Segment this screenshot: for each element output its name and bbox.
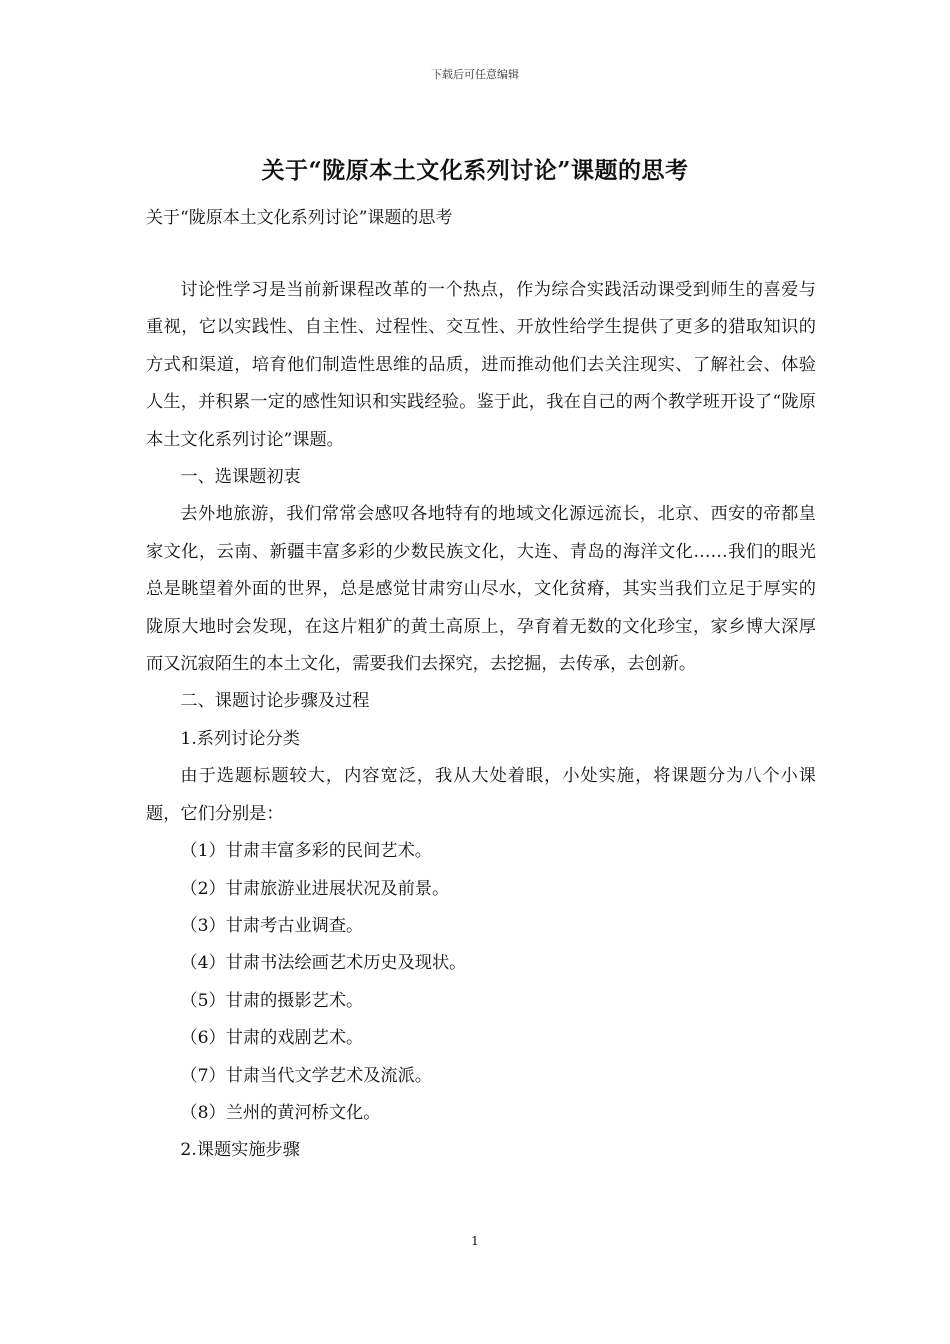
list-item: （3）甘肃考古业调查。 [180,915,364,936]
page-header: 下载后可任意编辑 [431,68,519,81]
list-item: （5）甘肃的摄影艺术。 [180,990,364,1011]
document-subtitle: 关于“陇原本土文化系列讨论”课题的思考 [146,208,453,228]
subsection-heading-1: 1.系列讨论分类 [180,728,300,749]
document-title: 关于“陇原本土文化系列讨论”课题的思考 [261,157,689,184]
page-number: 1 [471,1234,479,1248]
list-item: （2）甘肃旅游业进展状况及前景。 [180,878,450,899]
list-item: （7）甘肃当代文学艺术及流派。 [180,1065,432,1086]
list-item: （8）兰州的黄河桥文化。 [180,1102,381,1123]
subsection-1-paragraph: 由于选题标题较大，内容宽泛，我从大处着眼，小处实施，将课题分为八个小课题，它们分别是： [146,766,816,824]
intro-paragraph: 讨论性学习是当前新课程改革的一个热点，作为综合实践活动课受到师生的喜爱与重视，它以实践性、自主性、过程性、交互性、开放性给学生提供了更多的猎取知识的方式和渠道，培育他们制造性思维的品质，进而推动他们去关注现实、了解社会、体验人生，并积累一定的感性知识和实践经验。鉴于此，我在自己的两个教学班开设了“陇原本土文化系列讨论”课题。 [146,280,816,450]
list-item: （4）甘肃书法绘画艺术历史及现状。 [180,953,467,974]
list-item: （1）甘肃丰富多彩的民间艺术。 [180,841,432,862]
document-body [146,272,816,1170]
section-heading-1: 一、选课题初衷 [180,467,301,488]
section-1-paragraph: 去外地旅游，我们常常会感叹各地特有的地域文化源远流长，北京、西安的帝都皇家文化，云南、新疆丰富多彩的少数民族文化，大连、青岛的海洋文化……我们的眼光总是眺望着外面的世界，总是感觉甘肃穷山尽水，文化贫瘠，其实当我们立足于厚实的陇原大地时会发现，在这片粗犷的黄土高原上，孕育着无数的文化珍宝，家乡博大深厚而又沉寂陌生的本土文化，需要我们去探究，去挖掘，去传承，去创新。 [146,504,816,675]
section-heading-2: 二、课题讨论步骤及过程 [180,691,370,712]
list-item: （6）甘肃的戏剧艺术。 [180,1028,364,1049]
subsection-heading-2: 2.课题实施步骤 [180,1140,300,1161]
